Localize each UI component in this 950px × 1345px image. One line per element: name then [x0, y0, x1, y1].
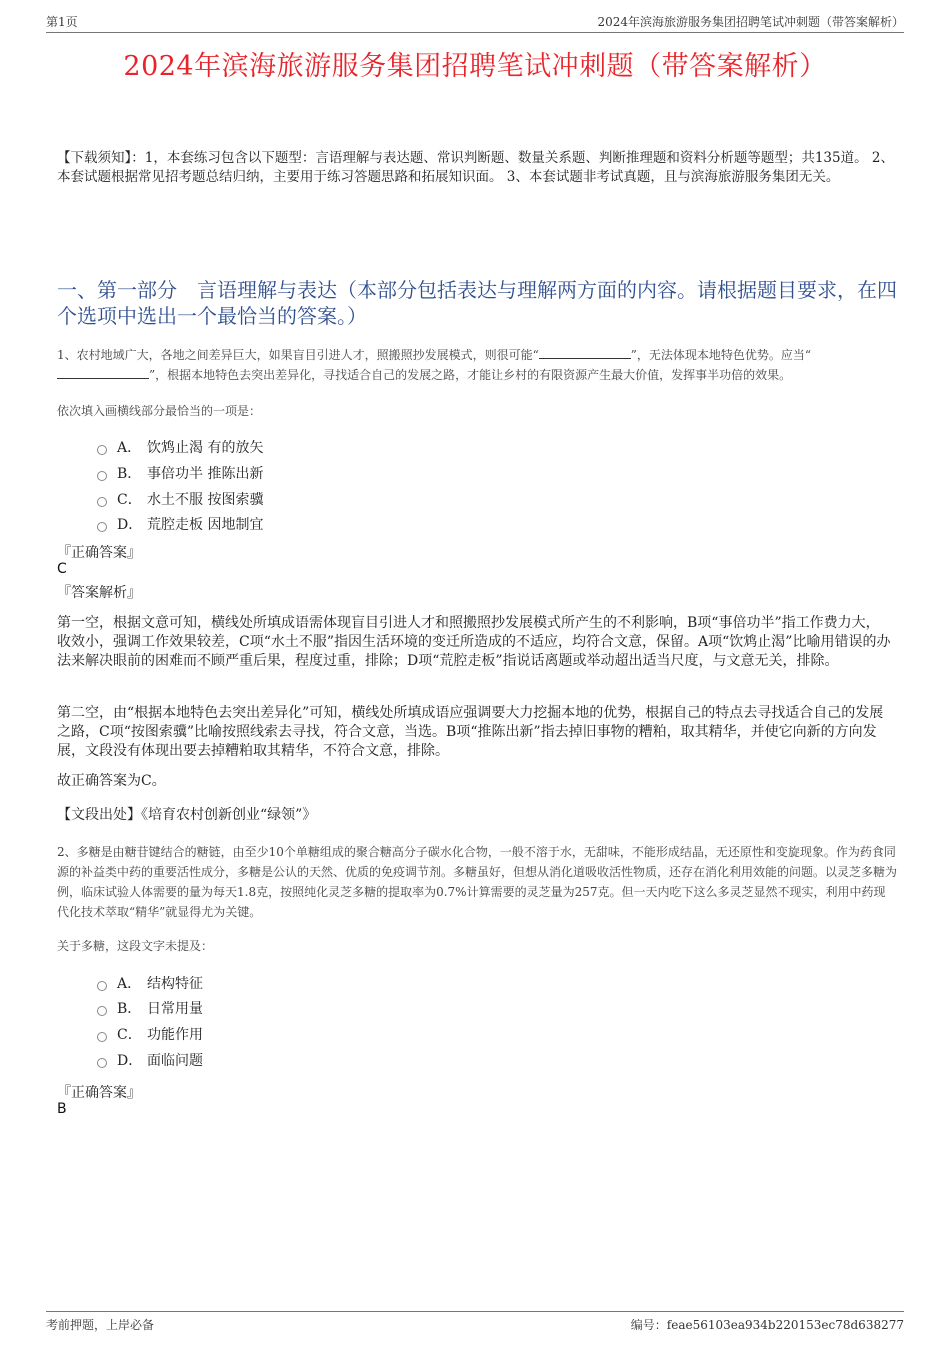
analysis-conclusion: 故正确答案为C。 [57, 773, 166, 789]
answer-value: C [57, 561, 67, 577]
question-1-option-d[interactable] [97, 514, 263, 534]
blank-1 [539, 346, 631, 359]
radio-icon[interactable] [97, 445, 107, 455]
option-letter: B． [117, 1001, 142, 1017]
option-letter: A． [117, 976, 142, 992]
option-letter: C． [117, 1027, 142, 1043]
radio-icon[interactable] [97, 1006, 107, 1016]
option-text: 日常用量 [147, 1001, 203, 1017]
question-1-option-c[interactable] [97, 489, 263, 509]
running-title: 2024年滨海旅游服务集团招聘笔试冲刺题（带答案解析） [597, 15, 904, 29]
section-heading: 一、第一部分 言语理解与表达（本部分包括表达与理解两方面的内容。请根据题目要求，在四个选项中选出一个最恰当的答案。） [57, 278, 897, 328]
blank-2 [57, 366, 149, 379]
option-letter: A． [117, 440, 142, 456]
source-citation: 【文段出处】《培育农村创新创业“绿领”》 [57, 807, 317, 823]
question-2-option-a[interactable] [97, 973, 203, 993]
header-divider [46, 32, 904, 33]
question-1-text-c: ”，根据本地特色去突出差异化，寻找适合自己的发展之路，才能让乡村的有限资源产生最大价值，发挥事半功倍的效果。 [149, 368, 792, 382]
radio-icon[interactable] [97, 1032, 107, 1042]
option-text: 结构特征 [147, 976, 203, 992]
document-id: 编号：feae56103ea934b220153ec78d638277 [630, 1318, 904, 1332]
option-text: 荒腔走板 因地制宜 [147, 517, 264, 533]
option-text: 功能作用 [147, 1027, 203, 1043]
question-2-stem: 2、多糖是由糖苷键结合的糖链，由至少10个单糖组成的聚合糖高分子碳水化合物，一般不溶于水，无甜味，不能形成结晶，无还原性和变旋现象。作为药食同源的补益类中药的重要活性成分，多糖是公认的天然、优质的免疫调节剂。多糖虽好，但想从消化道吸收活性物质，还存在消化利用效能的问题。以灵芝多糖为例，临床试验人体需要的量为每天1.8克，按照纯化灵芝多糖的提取率为0.7%计算需要的灵芝量为257克。但一天内吃下这么多灵芝显然不现实，利用中药现代化技术萃取“精华”就显得尤为关键。 [57, 845, 898, 919]
answer-value: B [57, 1101, 67, 1117]
page-number: 第1页 [46, 15, 78, 29]
question-1-stem [57, 345, 897, 385]
question-2-option-b[interactable] [97, 998, 203, 1018]
question-2-prompt: 关于多糖，这段文字未提及： [57, 939, 214, 953]
question-1-text-b: ”，无法体现本地特色优势。应当“ [630, 348, 812, 362]
radio-icon[interactable] [97, 981, 107, 991]
option-letter: C． [117, 492, 142, 508]
analysis-label: 『答案解析』 [57, 585, 141, 601]
option-text: 饮鸩止渴 有的放矢 [147, 440, 264, 456]
analysis-paragraph: 第二空，由“根据本地特色去突出差异化”可知，横线处所填成语应强调要大力挖掘本地的优势，根据自己的特点去寻找适合自己的发展之路，C项“按图索骥”比喻按照线索去寻找，符合文意，当选。B项“推陈出新”指去掉旧事物的糟粕，取其精华，并使它向新的方向发展，文段没有体现出要去掉糟粕取其精华，不符合文意，排除。 [57, 705, 884, 759]
question-1-option-a[interactable] [97, 437, 263, 457]
footer-slogan: 考前押题，上岸必备 [46, 1318, 155, 1332]
answer-label: 『正确答案』 [57, 1085, 141, 1101]
radio-icon[interactable] [97, 1058, 107, 1068]
question-1-text-a: 1、农村地域广大，各地之间差异巨大，如果盲目引进人才，照搬照抄发展模式，则很可能“ [57, 348, 539, 362]
option-text: 水土不服 按图索骥 [147, 492, 264, 508]
download-notice: 【下载须知】：1，本套练习包含以下题型：言语理解与表达题、常识判断题、数量关系题、判断推理题和资料分析题等题型；共135道。 2、本套试题根据常见招考题总结归纳，主要用于练习答题思路和拓展知识面。 3、本套试题非考试真题，且与滨海旅游服务集团无关。 [57, 150, 894, 185]
question-1-option-b[interactable] [97, 463, 263, 483]
radio-icon[interactable] [97, 522, 107, 532]
option-text: 事倍功半 推陈出新 [147, 466, 264, 482]
radio-icon[interactable] [97, 471, 107, 481]
option-letter: B． [117, 466, 142, 482]
radio-icon[interactable] [97, 497, 107, 507]
footer-divider [46, 1311, 904, 1312]
page-title: 2024年滨海旅游服务集团招聘笔试冲刺题（带答案解析） [123, 51, 827, 82]
question-1-prompt: 依次填入画横线部分最恰当的一项是： [57, 404, 262, 418]
option-text: 面临问题 [147, 1053, 203, 1069]
option-letter: D． [117, 517, 143, 533]
answer-label: 『正确答案』 [57, 545, 141, 561]
analysis-paragraph: 第一空，根据文意可知，横线处所填成语需体现盲目引进人才和照搬照抄发展模式所产生的不利影响，B项“事倍功半”指工作费力大，收效小，强调工作效果较差，C项“水土不服”指因生活环境的变迁所造成的不适应，均符合文意，保留。A项“饮鸩止渴”比喻用错误的办法来解决眼前的困难而不顾严重后果，程度过重，排除；D项“荒腔走板”指说话离题或举动超出适当尺度，与文意无关，排除。 [57, 615, 891, 669]
question-2-option-d[interactable] [97, 1050, 203, 1070]
question-2-option-c[interactable] [97, 1024, 203, 1044]
option-letter: D． [117, 1053, 143, 1069]
